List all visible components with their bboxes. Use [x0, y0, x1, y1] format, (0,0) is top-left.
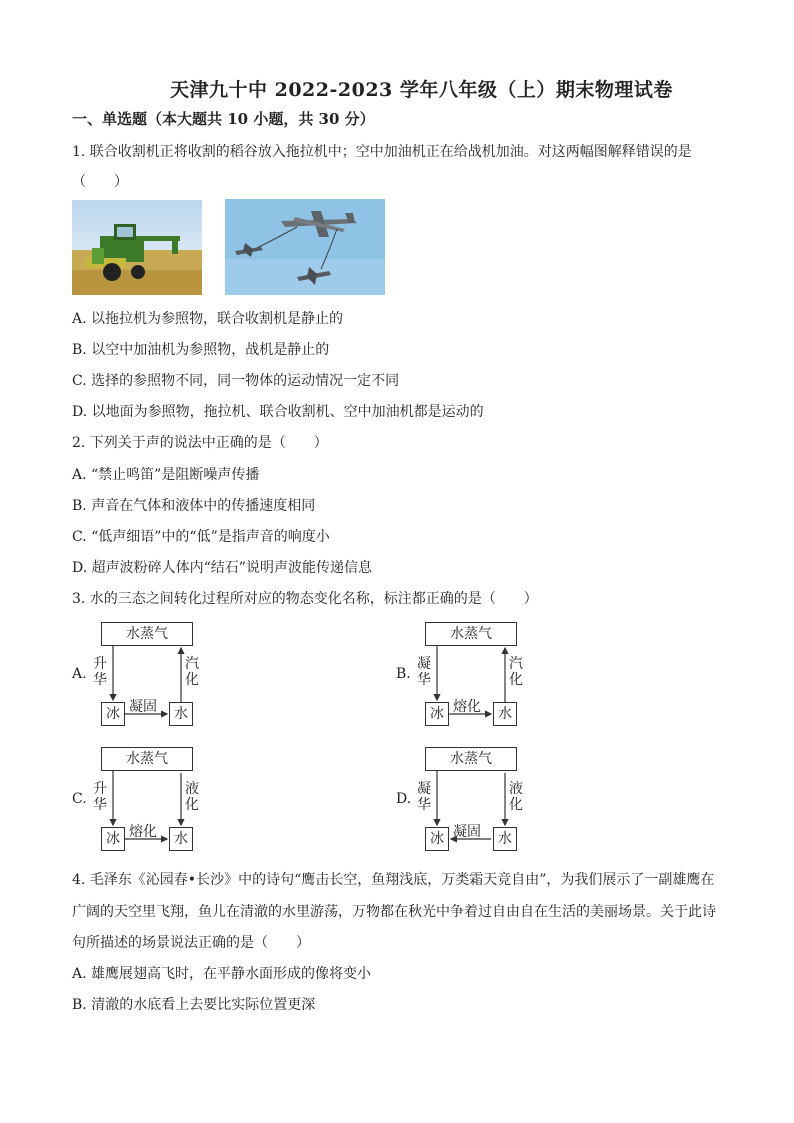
diagram-d-vapor-box: 水蒸气: [425, 747, 517, 771]
diagram-a-bottom-label: 凝固: [129, 699, 157, 715]
diagram-a-arrows: [72, 620, 202, 730]
harvester-photo: [72, 200, 202, 295]
q2-stem: 2. 下列关于声的说法中正确的是（ ）: [72, 435, 328, 451]
diagram-d-left-label: 凝 华: [417, 781, 431, 813]
diagram-b-vapor-box: 水蒸气: [425, 622, 517, 646]
diagram-a-vapor-box: 水蒸气: [101, 622, 193, 646]
diagram-c-water-box: 水: [169, 827, 193, 851]
diagram-c-vapor-box: 水蒸气: [101, 747, 193, 771]
diagram-b-arrows: [396, 620, 526, 730]
diagram-d-water-box: 水: [493, 827, 517, 851]
diagram-c-left-label: 升 华: [93, 781, 107, 813]
diagram-c-arrows: [72, 745, 202, 855]
q2-option-d: D. 超声波粉碎人体内“结石”说明声波能传递信息: [72, 560, 372, 576]
q4-option-b: B. 清澈的水底看上去要比实际位置更深: [72, 997, 316, 1013]
q3-diagram-c: [72, 745, 202, 855]
diagram-c-bottom-label: 熔化: [129, 824, 157, 840]
diagram-d-bottom-label: 凝固: [453, 824, 481, 840]
diagram-b-right-label: 汽 化: [509, 656, 523, 688]
diagram-a-ice-box: 冰: [101, 702, 125, 726]
q3-diagram-a: [72, 620, 202, 730]
q1-stem: 1. 联合收割机正将收割的稻谷放入拖拉机中；空中加油机正在给战机加油。对这两幅图解释错误的是: [72, 144, 692, 160]
q1-option-b: B. 以空中加油机为参照物，战机是静止的: [72, 342, 330, 358]
q1-blank: （ ）: [72, 174, 128, 190]
diagram-b-left-label: 凝 华: [417, 656, 431, 688]
q4-stem-line2: 广阔的天空里飞翔，鱼儿在清澈的水里游荡，万物都在秋光中争着过自由自在生活的美丽场景。关于此诗: [72, 904, 716, 920]
diagram-b-letter: B.: [396, 666, 411, 682]
q4-option-a: A. 雄鹰展翅高飞时，在平静水面形成的像将变小: [72, 966, 372, 982]
diagram-a-right-label: 汽 化: [185, 656, 199, 688]
diagram-c-ice-box: 冰: [101, 827, 125, 851]
q3-diagram-d: [396, 745, 526, 855]
q3-stem: 3. 水的三态之间转化过程所对应的物态变化名称，标注都正确的是（ ）: [72, 591, 538, 607]
q2-option-c: C. “低声细语”中的“低”是指声音的响度小: [72, 529, 330, 545]
diagram-b-ice-box: 冰: [425, 702, 449, 726]
q4-stem-line3: 句所描述的场景说法正确的是（ ）: [72, 935, 310, 951]
q1-option-a: A. 以拖拉机为参照物，联合收割机是静止的: [72, 311, 344, 327]
diagram-a-left-label: 升 华: [93, 656, 107, 688]
q3-diagram-b: [396, 620, 526, 730]
page-title: 天津九十中 2022-2023 学年八年级（上）期末物理试卷: [170, 79, 673, 101]
air-refueling-photo: [225, 199, 385, 295]
q2-option-a: A. “禁止鸣笛”是阻断噪声传播: [72, 467, 260, 483]
diagram-a-water-box: 水: [169, 702, 193, 726]
diagram-b-bottom-label: 熔化: [453, 699, 481, 715]
diagram-c-letter: C.: [72, 791, 87, 807]
q1-option-c: C. 选择的参照物不同，同一物体的运动情况一定不同: [72, 373, 400, 389]
q1-option-d: D. 以地面为参照物，拖拉机、联合收割机、空中加油机都是运动的: [72, 404, 484, 420]
q2-option-b: B. 声音在气体和液体中的传播速度相同: [72, 498, 316, 514]
diagram-d-letter: D.: [396, 791, 412, 807]
diagram-b-water-box: 水: [493, 702, 517, 726]
diagram-c-right-label: 液 化: [185, 781, 199, 813]
section-heading: 一、单选题（本大题共 10 小题，共 30 分）: [72, 110, 375, 128]
q4-stem-line1: 4. 毛泽东《沁园春•长沙》中的诗句“鹰击长空，鱼翔浅底，万类霜天竞自由”，为我们展示了一副雄鹰在: [72, 872, 715, 888]
diagram-d-right-label: 液 化: [509, 781, 523, 813]
diagram-a-letter: A.: [72, 666, 87, 682]
diagram-d-ice-box: 冰: [425, 827, 449, 851]
diagram-d-arrows: [396, 745, 526, 855]
